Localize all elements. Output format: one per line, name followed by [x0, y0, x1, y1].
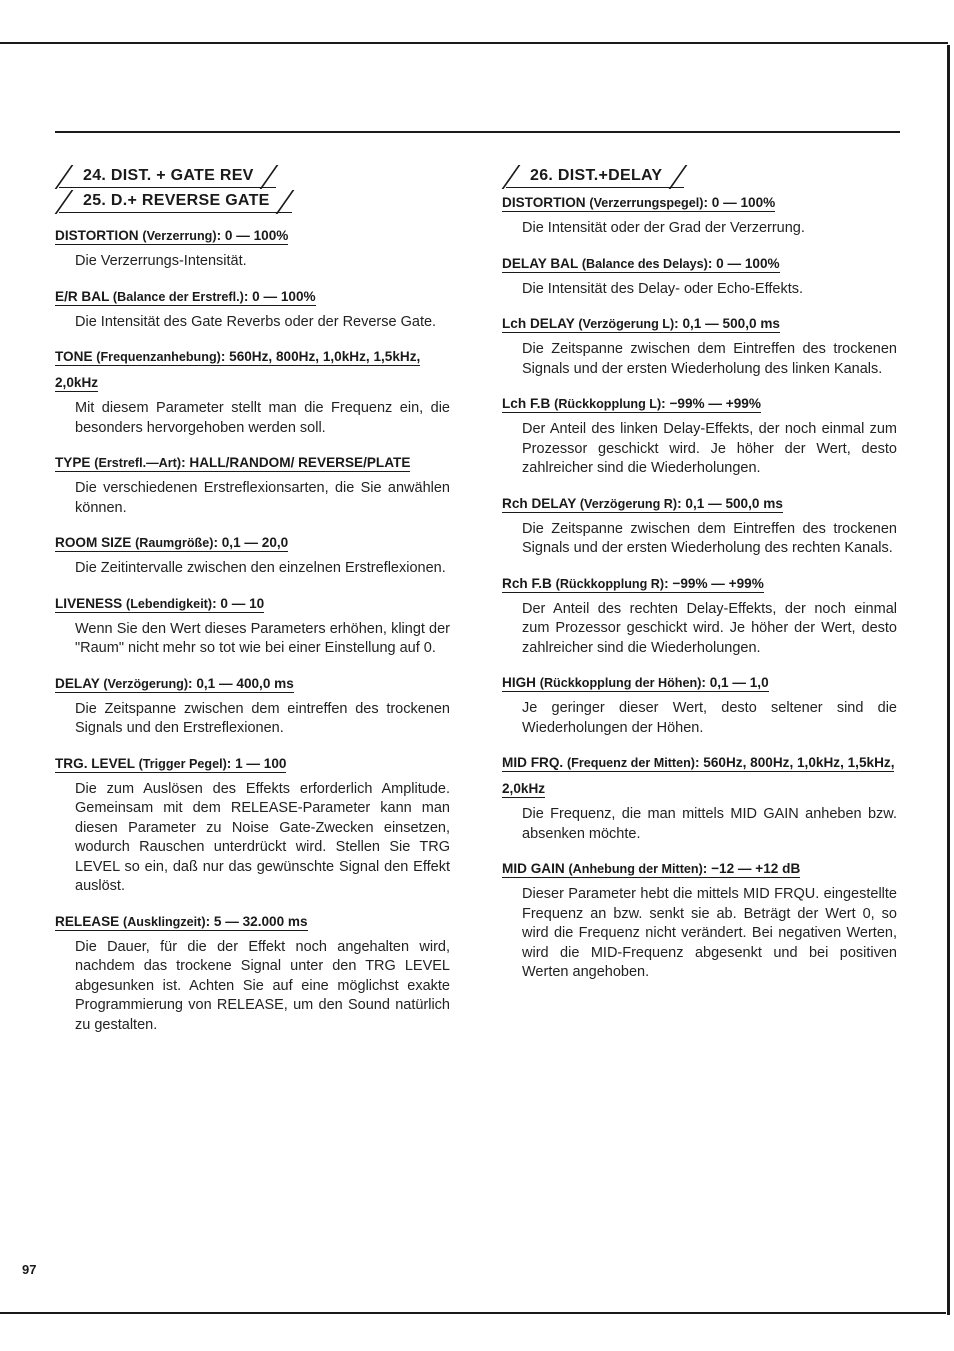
top-rule	[0, 42, 948, 44]
param-rch-delay	[502, 491, 897, 559]
param-description: Die Zeitspanne zwischen dem Eintreffen des trockenen Signals und der ersten Wiederholung des linken Kanals.	[522, 341, 897, 377]
param-name: Rch F.B	[502, 575, 552, 591]
param-range: : HALL/RANDOM/ REVERSE/PLATE	[181, 455, 411, 470]
param-name: TRG. LEVEL	[55, 755, 135, 771]
param-range: : 0 — 100%	[707, 255, 780, 271]
param-description: Die Frequenz, die man mittels MID GAIN anheben bzw. absenken möchte.	[522, 806, 897, 842]
param-rch-fb	[502, 571, 897, 659]
param-name: DELAY BAL	[502, 255, 579, 271]
param-note: (Rückkopplung der Höhen)	[539, 676, 702, 690]
param-range: : 0 — 100%	[243, 288, 316, 304]
param-note: (Verzögerung L)	[578, 317, 675, 331]
param-description: Die Verzerrungs-Intensität.	[75, 253, 247, 269]
param-note: (Raumgröße)	[135, 536, 214, 550]
param-name: MID GAIN	[502, 861, 565, 876]
param-description: Die Zeitspanne zwischen dem Eintreffen des trockenen Signals und der ersten Wiederholung des rechten Kanals.	[522, 520, 897, 556]
param-name: DISTORTION	[502, 195, 586, 210]
param-description: Die Zeitintervalle zwischen den einzelnen Erstreflexionen.	[75, 560, 446, 576]
section-title-26: 26. DIST.+DELAY	[506, 165, 684, 188]
param-description: Der Anteil des linken Delay-Effekts, der noch einmal zum Prozessor geschickt wird. Je höher der Wert, desto zahlreicher sind die Wiederholungen.	[522, 421, 897, 476]
param-lch-delay	[502, 311, 897, 379]
param-range: : 1 — 100	[226, 755, 287, 771]
param-description: Dieser Parameter hebt die mittels MID FRQU. eingestellte Frequenz an bzw. senkt sie ab. Beträgt der Wert 0, so wird die Frequenz nicht verändert. Bei negativen Werten, wird die MID-Frequenz abgesenkt und bei positiven Werten angehoben.	[522, 886, 897, 980]
param-name: HIGH	[502, 675, 536, 690]
param-range: : 0,1 — 1,0	[701, 675, 769, 690]
param-description: Die Intensität des Gate Reverbs oder der Reverse Gate.	[75, 313, 437, 330]
param-trg-level	[55, 751, 450, 897]
param-delay	[55, 671, 450, 739]
param-high	[502, 670, 897, 738]
param-description: Die Intensität des Delay- oder Echo-Effekts.	[522, 280, 804, 297]
param-er-bal	[55, 284, 450, 333]
param-range: : −12 — +12 dB	[702, 861, 801, 876]
page-number: 97	[22, 1262, 37, 1277]
param-range: : 5 — 32.000 ms	[205, 913, 308, 929]
param-release	[55, 909, 450, 1036]
param-note: (Balance des Delays)	[581, 256, 708, 271]
param-liveness	[55, 591, 450, 659]
param-description: Je geringer dieser Wert, desto seltener sind die Wiederholungen der Höhen.	[522, 700, 897, 736]
param-range: : 0,1 — 400,0 ms	[188, 675, 294, 691]
param-name: Lch F.B	[502, 396, 551, 411]
param-range: : 0 — 100%	[216, 228, 289, 243]
param-name: RELEASE	[55, 913, 120, 929]
param-name: Rch DELAY	[502, 495, 577, 511]
left-column	[55, 165, 450, 1035]
param-note: (Rückkopplung L)	[554, 397, 662, 411]
param-description: Die zum Auslösen des Effekts erforderlich Amplitude. Gemeinsam mit dem RELEASE-Parameter kann man diesen Parameter zu Noise Gate-Zwecken einsetzen, wodurch Rauschen unterdrückt wird. Stellen Sie TRG LEVEL so ein, daß nur das gewünschte Signal den Effekt auslöst.	[75, 780, 450, 894]
param-note: (Lebendigkeit)	[126, 596, 213, 611]
param-name: TYPE	[55, 455, 91, 470]
param-delay-bal	[502, 251, 897, 300]
param-note: (Erstrefl.—Art)	[94, 456, 182, 470]
param-note: (Verzerrung)	[142, 229, 217, 243]
bottom-rule	[0, 1312, 946, 1314]
section-title-25: 25. D.+ REVERSE GATE	[59, 190, 292, 213]
param-distortion	[55, 223, 450, 272]
param-type	[55, 450, 450, 518]
param-range: : 0 — 10	[212, 595, 265, 611]
param-distortion	[502, 190, 897, 239]
param-range: : −99% — +99%	[664, 575, 764, 591]
param-note: (Rückkopplung R)	[555, 576, 665, 591]
param-name: DISTORTION	[55, 228, 139, 243]
param-note: (Anhebung der Mitten)	[568, 862, 703, 876]
param-description: Der Anteil des rechten Delay-Effekts, der noch einmal zum Prozessor geschickt wird. Je höher der Wert, desto zahlreicher sind die Wiederholungen.	[522, 600, 897, 656]
param-tone	[55, 344, 450, 438]
param-description: Mit diesem Parameter stellt man die Frequenz ein, die besonders hervorgehoben werden soll.	[75, 400, 450, 436]
param-range: : 0 — 100%	[703, 195, 776, 210]
param-description: Wenn Sie den Wert dieses Parameters erhöhen, klingt der "Raum" nicht mehr so tot wie bei einer Einstellung auf 0.	[75, 620, 450, 656]
param-range: : −99% — +99%	[661, 396, 761, 411]
right-edge-rule	[947, 45, 950, 1315]
param-lch-fb	[502, 391, 897, 479]
param-range: : 560Hz, 800Hz, 1,0kHz, 1,5kHz, 2,0kHz	[502, 755, 895, 796]
param-note: (Verzerrungspegel)	[589, 196, 704, 210]
param-description: Die Dauer, für die der Effekt noch angehalten wird, nachdem das trockene Signal unter den TRG LEVEL abgesunken ist. Achten Sie auf eine möglichst exakte Programmierung von RELEASE, um den Sound natürlich zu gestalten.	[75, 938, 450, 1033]
param-name: ROOM SIZE	[55, 535, 132, 550]
right-column	[502, 165, 897, 983]
param-range: : 0,1 — 20,0	[213, 535, 289, 550]
param-note: (Trigger Pegel)	[138, 756, 227, 771]
param-note: (Frequenzanhebung)	[96, 350, 221, 364]
param-description: Die Intensität oder der Grad der Verzerrung.	[522, 220, 805, 236]
param-name: LIVENESS	[55, 595, 123, 611]
param-mid-gain	[502, 856, 897, 983]
header-rule	[55, 131, 900, 133]
section-title-24: 24. DIST. + GATE REV	[59, 165, 276, 188]
param-description: Die Zeitspanne zwischen dem eintreffen des trockenen Signals und den Erstreflexionen.	[75, 700, 450, 736]
param-name: Lch DELAY	[502, 316, 575, 331]
param-range: : 0,1 — 500,0 ms	[674, 316, 780, 331]
param-name: E/R BAL	[55, 288, 110, 304]
param-mid-frq	[502, 750, 897, 844]
param-note: (Balance der Erstrefl.)	[112, 289, 244, 304]
param-range: : 0,1 — 500,0 ms	[677, 495, 783, 511]
param-description: Die verschiedenen Erstreflexionsarten, die Sie anwählen können.	[75, 480, 450, 516]
param-name: DELAY	[55, 675, 100, 691]
param-note: (Frequenz der Mitten)	[566, 756, 695, 770]
param-range: : 560Hz, 800Hz, 1,0kHz, 1,5kHz, 2,0kHz	[55, 349, 421, 390]
param-name: MID FRQ.	[502, 755, 564, 770]
param-name: TONE	[55, 349, 93, 364]
param-room-size	[55, 530, 450, 579]
param-note: (Ausklingzeit)	[123, 914, 206, 929]
param-note: (Verzögerung)	[103, 676, 189, 691]
param-note: (Verzögerung R)	[579, 496, 678, 511]
